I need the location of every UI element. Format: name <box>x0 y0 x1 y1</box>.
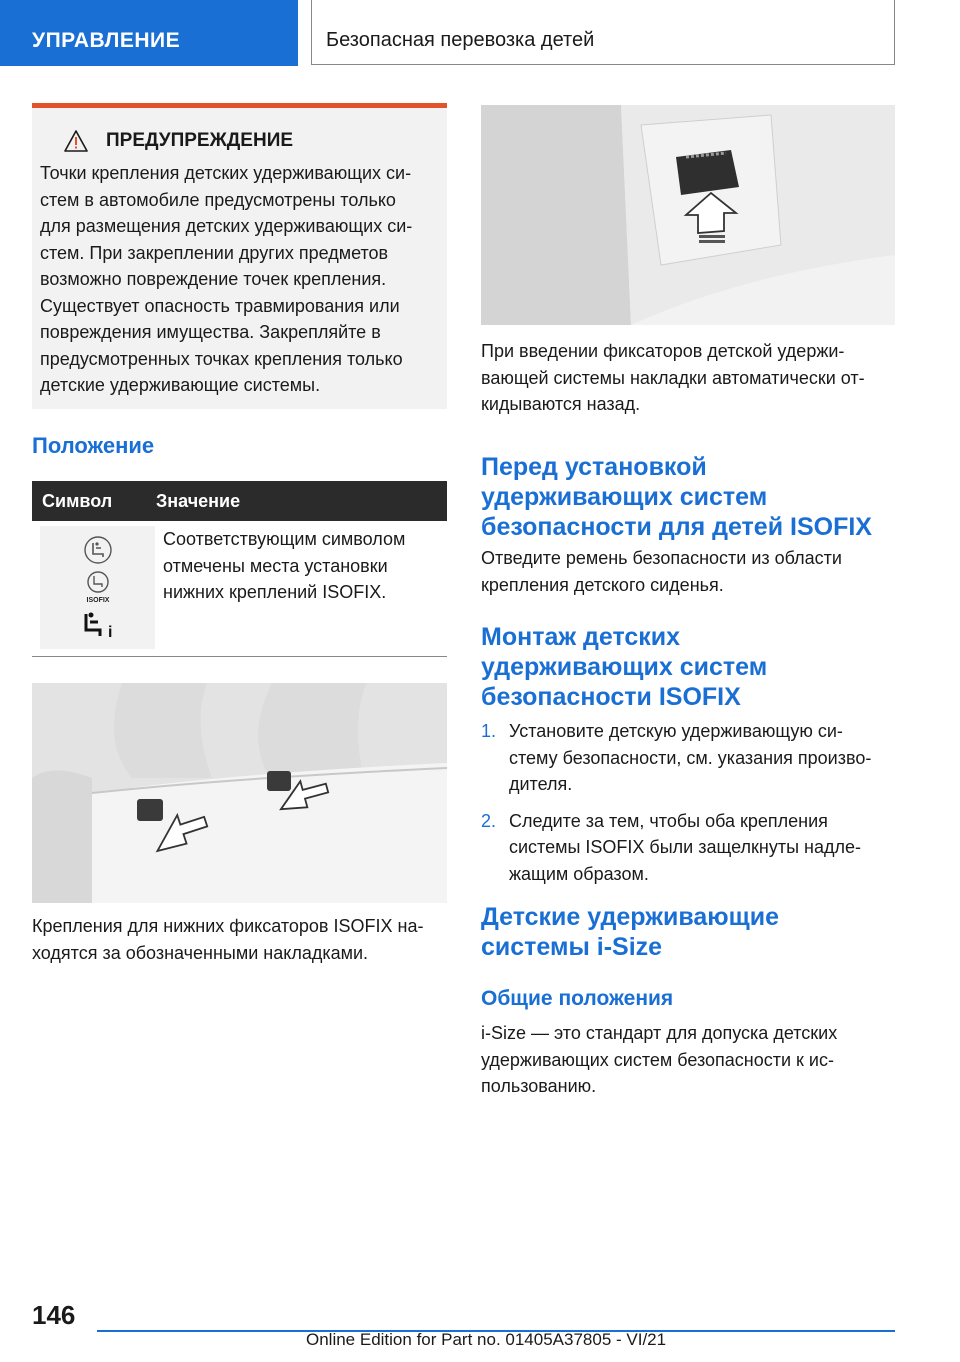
heading-line: удерживающих систем <box>481 653 768 681</box>
symbol-table-header <box>32 481 447 521</box>
isize-heading <box>481 902 779 962</box>
symbol-cell <box>40 526 155 649</box>
before-heading <box>481 452 872 542</box>
table-divider <box>32 656 447 657</box>
warning-line: для размещения детских удерживающих си- <box>40 216 413 236</box>
step-line: стему безопасности, см. указания произво- <box>509 747 872 768</box>
step-text <box>509 808 861 888</box>
meaning-cell <box>155 526 405 649</box>
list-item <box>481 808 891 888</box>
meaning-line: отмечены места установки <box>163 555 388 576</box>
heading-line: Монтаж детских <box>481 623 681 651</box>
warning-line: стем. При закреплении других предметов <box>40 242 389 263</box>
warning-triangle-icon <box>64 130 88 152</box>
col-meaning: Значение <box>156 490 241 511</box>
isize-text <box>481 1020 891 1100</box>
caption-line: При введении фиксаторов детской удержи- <box>481 341 845 361</box>
child-seat-info-icon <box>82 610 114 640</box>
warning-box <box>32 103 447 409</box>
warning-line: Точки крепления детских удерживающих си- <box>40 163 412 183</box>
caption-line: Крепления для нижних фиксаторов ISOFIX на- <box>32 916 424 936</box>
para-line: пользованию. <box>481 1076 597 1096</box>
isofix-label: ISOFIX <box>86 597 109 605</box>
warning-line: детские удерживающие системы. <box>40 375 321 395</box>
warning-title <box>64 130 433 152</box>
meaning-line: Соответствующим символом <box>163 529 406 549</box>
isofix-cover-photo <box>481 105 895 325</box>
col-symbol: Символ <box>42 490 113 511</box>
warning-line: возможно повреждение точек крепления. <box>40 269 387 289</box>
symbol-table <box>32 481 447 649</box>
para-line: удерживающих систем безопасности к ис- <box>481 1049 834 1070</box>
warning-title-text: ПРЕДУПРЕЖДЕНИЕ <box>106 130 294 151</box>
footer-edition: Online Edition for Part no. 01405A37805 - VI/21 <box>306 1330 667 1349</box>
step-line: Установите детскую удерживающую си- <box>509 721 843 741</box>
warning-line: стем в автомобиле предусмотрены только <box>40 189 396 210</box>
step-line: дителя. <box>509 774 573 794</box>
left-caption <box>32 913 452 966</box>
table-row <box>32 526 447 649</box>
isize-subheading: Общие положения <box>481 987 674 1010</box>
heading-line: удерживающих систем <box>481 483 768 511</box>
heading-line: безопасности ISOFIX <box>481 683 741 711</box>
heading-line: Перед установкой <box>481 453 707 481</box>
chapter-title: Безопасная перевозка детей <box>311 0 895 65</box>
para-line: Отведите ремень безопасности из области <box>481 548 842 568</box>
warning-line: повреждения имущества. Закрепляйте в <box>40 322 381 342</box>
heading-line: системы i-Size <box>481 933 663 961</box>
step-line: жащим образом. <box>509 863 649 884</box>
before-text <box>481 545 881 598</box>
caption-line: кидываются назад. <box>481 394 641 414</box>
page-number: 146 <box>32 1300 76 1330</box>
step-number: 2. <box>481 810 497 831</box>
step-line: Следите за тем, чтобы оба крепления <box>509 810 828 831</box>
step-text <box>509 718 871 798</box>
caption-line: ходятся за обозначенными накладками. <box>32 942 369 963</box>
mount-steps <box>481 718 891 897</box>
heading-line: Детские удерживающие <box>481 903 779 931</box>
isofix-seat-icon <box>81 570 115 604</box>
meaning-line: нижних креплений ISOFIX. <box>163 582 387 602</box>
step-number: 1. <box>481 721 497 741</box>
warning-line: предусмотренных точках крепления только <box>40 348 403 369</box>
heading-line: безопасности для детей ISOFIX <box>481 513 872 541</box>
section-tab: УПРАВЛЕНИЕ <box>0 0 298 66</box>
step-line: системы ISOFIX были защелкнуты надле- <box>509 837 861 857</box>
rear-seat-photo <box>32 683 447 903</box>
para-line: i-Size — это стандарт для допуска детских <box>481 1023 838 1043</box>
para-line: крепления детского сиденья. <box>481 574 724 595</box>
mount-heading <box>481 622 767 712</box>
position-heading: Положение <box>32 433 155 458</box>
list-item <box>481 718 891 798</box>
caption-line: вающей системы накладки автоматически от- <box>481 367 865 388</box>
warning-text <box>40 160 433 399</box>
child-seat-icon <box>83 535 113 565</box>
warning-line: Существует опасность травмирования или <box>40 295 400 316</box>
right-caption <box>481 338 901 418</box>
info-letter: i <box>107 624 112 641</box>
